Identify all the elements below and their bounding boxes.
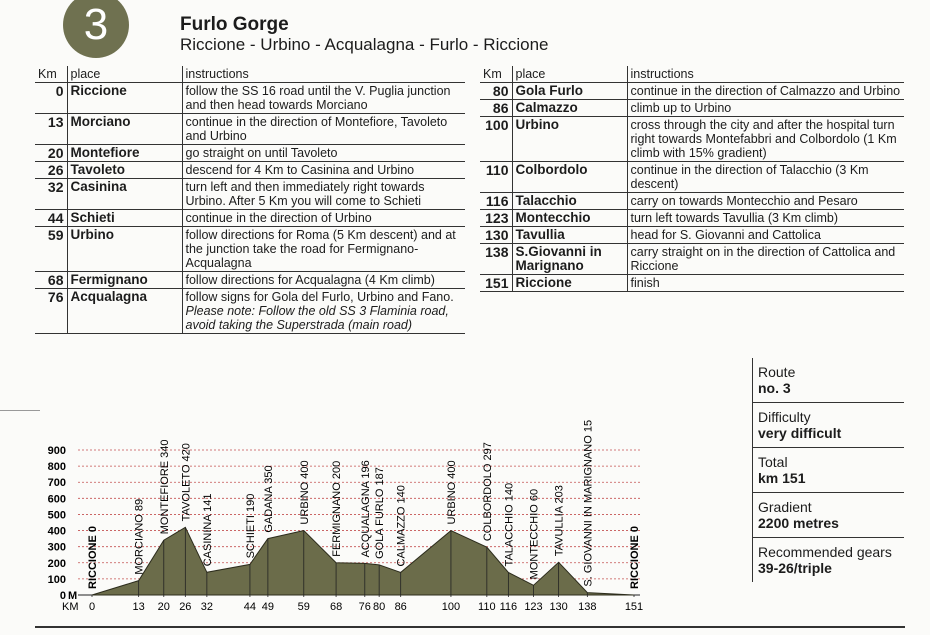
route-info	[752, 358, 904, 403]
waypoint-label: COLBORDOLO 297	[481, 442, 494, 542]
row-instructions-text: turn left towards Tavullia (3 Km climb)	[630, 211, 838, 225]
x-tick-label: 151	[624, 601, 644, 613]
y-tick-label: 700	[47, 477, 66, 490]
waypoint-label: RICCIONE 0	[87, 526, 99, 589]
total-value: km 151	[758, 470, 806, 486]
waypoint-label: GOLA FURLO 187	[374, 467, 387, 559]
km-header: Km	[480, 66, 512, 83]
row-place: Colbordolo	[512, 162, 627, 193]
row-place: Tavoleto	[67, 162, 182, 179]
route-row	[35, 227, 465, 272]
route-row	[480, 83, 904, 100]
row-place: Montecchio	[512, 210, 627, 227]
x-tick-label: 110	[478, 601, 496, 613]
y-tick-label: 400	[47, 525, 66, 538]
x-tick-label: 76	[358, 601, 371, 613]
row-instructions	[182, 210, 465, 227]
x-tick-label: 86	[394, 601, 407, 613]
y-tick-label: 600	[47, 493, 66, 506]
waypoint-label: CASININA 141	[201, 493, 214, 567]
row-instructions	[182, 272, 465, 289]
waypoint-label: RICCIONE 0	[629, 526, 641, 589]
row-place: Urbino	[67, 227, 182, 272]
row-km: 130	[480, 227, 512, 244]
row-km: 20	[35, 145, 67, 162]
row-instructions	[182, 179, 465, 210]
route-row	[480, 275, 904, 292]
x-tick-label: 49	[261, 601, 275, 613]
difficulty-label: Difficulty	[758, 409, 811, 425]
row-km: 32	[35, 179, 67, 210]
row-km: 76	[35, 289, 67, 334]
row-instructions	[627, 117, 904, 162]
row-instructions-text: carry on towards Montecchio and Pesaro	[630, 194, 858, 208]
waypoint-label: MONTEFIORE 340	[158, 439, 171, 535]
route-summary	[752, 358, 904, 582]
row-instructions-text: cross through the city and after the hospital turn right towards Montefabbri and Colbordolo (1 Km climb with 15% gradient)	[630, 118, 897, 160]
route-row	[480, 227, 904, 244]
row-km: 68	[35, 272, 67, 289]
waypoint-label: GADANA 350	[262, 465, 275, 533]
difficulty-info	[752, 403, 904, 448]
elevation-profile-chart	[0, 380, 750, 620]
y-tick-label: 100	[47, 573, 66, 586]
waypoint-label: FERMIGNANO 200	[331, 460, 344, 557]
route-row	[480, 100, 904, 117]
row-place: Talacchio	[512, 193, 627, 210]
x-tick-label: 116	[499, 601, 518, 613]
route-row	[35, 145, 465, 162]
row-instructions	[627, 210, 904, 227]
row-place: Calmazzo	[512, 100, 627, 117]
y-tick-label: 300	[47, 541, 66, 554]
row-km: 80	[480, 83, 512, 100]
row-instructions	[627, 162, 904, 193]
gradient-info	[752, 493, 904, 538]
bottom-rule	[35, 626, 905, 628]
row-place: Tavullia	[512, 227, 627, 244]
route-row	[480, 117, 904, 162]
row-instructions-text: turn left and then immediately right towards Urbino. After 5 Km you will come to Schieti	[185, 180, 425, 208]
gradient-value: 2200 metres	[758, 515, 839, 531]
row-place: Fermignano	[67, 272, 182, 289]
row-instructions-text: continue in the direction of Montefiore, Tavoleto and Urbino	[185, 115, 448, 143]
x-unit-label: KM	[62, 601, 79, 613]
row-instructions	[182, 162, 465, 179]
route-row	[35, 289, 465, 334]
route-row	[35, 272, 465, 289]
row-km: 0	[35, 83, 67, 114]
row-instructions-text: finish	[630, 276, 660, 290]
waypoint-label: SCHIETI 190	[244, 493, 257, 559]
row-instructions-text: descend for 4 Km to Casinina and Urbino	[185, 163, 415, 177]
page-subtitle: Riccione - Urbino - Acqualagna - Furlo - Riccione	[180, 35, 549, 54]
x-tick-label: 26	[179, 601, 192, 613]
x-tick-label: 13	[132, 601, 145, 613]
route-row	[35, 162, 465, 179]
row-km: 13	[35, 114, 67, 145]
row-instructions-text: head for S. Giovanni and Cattolica	[630, 228, 821, 242]
row-place: Urbino	[512, 117, 627, 162]
row-place: Schieti	[67, 210, 182, 227]
row-place: Riccione	[512, 275, 627, 292]
row-place: Casinina	[67, 179, 182, 210]
row-instructions	[627, 193, 904, 210]
route-table-right	[480, 66, 904, 292]
x-tick-label: 123	[524, 601, 543, 613]
route-row	[35, 179, 465, 210]
row-instructions-text: go straight on until Tavoleto	[185, 146, 338, 160]
x-tick-label: 20	[157, 601, 170, 613]
gradient-label: Gradient	[758, 499, 812, 515]
y-tick-label: 200	[47, 557, 66, 570]
row-place: Gola Furlo	[512, 83, 627, 100]
row-km: 110	[480, 162, 512, 193]
place-header: place	[67, 66, 182, 83]
row-instructions-text: continue in the direction of Talacchio (3 Km descent)	[630, 163, 869, 191]
row-instructions	[182, 114, 465, 145]
row-km: 116	[480, 193, 512, 210]
row-instructions	[627, 100, 904, 117]
x-tick-label: 59	[297, 601, 310, 613]
waypoint-label: TALACCHIO 140	[503, 482, 516, 567]
row-instructions-text: follow the SS 16 road until the V. Puglia junction and then head towards Morciano	[185, 84, 451, 112]
route-row	[480, 210, 904, 227]
row-instructions-text: continue in the direction of Urbino	[185, 211, 372, 225]
row-instructions-text: climb up to Urbino	[630, 101, 732, 115]
route-row	[480, 162, 904, 193]
row-place: Riccione	[67, 83, 182, 114]
x-tick-label: 100	[441, 601, 461, 613]
x-tick-label: 80	[373, 601, 386, 613]
x-tick-label: 138	[578, 601, 597, 613]
row-instructions	[627, 244, 904, 275]
row-km: 44	[35, 210, 67, 227]
km-header: Km	[35, 66, 67, 83]
gears-info	[752, 538, 904, 582]
x-tick-label: 68	[329, 601, 343, 613]
total-info	[752, 448, 904, 493]
y-tick-label: 0	[59, 590, 66, 602]
gears-value: 39-26/triple	[758, 560, 832, 576]
row-instructions	[627, 275, 904, 292]
instructions-header: instructions	[182, 66, 465, 83]
route-row	[35, 114, 465, 145]
row-place: Montefiore	[67, 145, 182, 162]
row-instructions	[627, 227, 904, 244]
route-row	[35, 210, 465, 227]
row-km: 151	[480, 275, 512, 292]
row-place: S.Giovanni in Marignano	[512, 244, 627, 275]
y-tick-label: 800	[47, 461, 66, 474]
waypoint-label: ACQUALAGNA 196	[359, 460, 372, 558]
row-km: 26	[35, 162, 67, 179]
row-instructions-text: follow directions for Roma (5 Km descent) and at the junction take the road for Fermignano-Acqualagna	[185, 228, 456, 270]
route-row	[480, 193, 904, 210]
y-tick-label: 900	[47, 445, 66, 457]
route-row	[35, 83, 465, 114]
page-title: Furlo Gorge	[180, 14, 289, 35]
row-place: Acqualagna	[67, 289, 182, 334]
row-instructions	[182, 145, 465, 162]
row-instructions	[182, 289, 465, 334]
row-instructions-text: follow signs for Gola del Furlo, Urbino and Fano.	[185, 290, 454, 304]
instructions-header: instructions	[627, 66, 904, 83]
row-instructions	[182, 227, 465, 272]
row-km: 138	[480, 244, 512, 275]
row-instructions-text: carry straight on in the direction of Cattolica and Riccione	[630, 245, 896, 273]
x-tick-label: 44	[243, 601, 257, 613]
waypoint-label: URBINO 400	[298, 460, 311, 525]
route-table-left	[35, 66, 465, 334]
waypoint-label: TAVULLIA 203	[553, 485, 566, 557]
row-instructions-text: continue in the direction of Calmazzo and Urbino	[630, 84, 901, 98]
x-tick-label: 0	[88, 601, 96, 613]
place-header: place	[512, 66, 627, 83]
x-tick-label: 32	[200, 601, 213, 613]
waypoint-label: TAVOLETO 420	[180, 443, 193, 522]
row-km: 123	[480, 210, 512, 227]
route-number-badge: 3	[63, 0, 129, 58]
row-instructions-text: follow directions for Acqualagna (4 Km climb)	[185, 273, 435, 287]
row-instructions	[627, 83, 904, 100]
x-tick-label: 130	[549, 601, 568, 613]
route-row	[480, 244, 904, 275]
row-km: 86	[480, 100, 512, 117]
waypoint-label: MONTECCHIO 60	[528, 488, 541, 580]
difficulty-value: very difficult	[758, 425, 842, 441]
route-value: no. 3	[758, 380, 791, 396]
waypoint-label: URBINO 400	[445, 460, 458, 525]
waypoint-label: CALMAZZO 140	[395, 485, 408, 567]
row-instructions	[182, 83, 465, 114]
route-label: Route	[758, 364, 796, 380]
row-note: Please note: Follow the old SS 3 Flaminia road, avoid taking the Superstrada (main road)	[185, 304, 449, 332]
row-km: 100	[480, 117, 512, 162]
row-place: Morciano	[67, 114, 182, 145]
y-unit-label: M	[68, 590, 78, 602]
waypoint-label: MORCIANO 89	[133, 498, 146, 575]
total-label: Total	[758, 454, 788, 470]
y-tick-label: 500	[47, 509, 66, 522]
row-km: 59	[35, 227, 67, 272]
waypoint-label: S. GIOVANNI IN MARIGNANO 15	[582, 419, 595, 587]
gears-label: Recommended gears	[758, 544, 892, 560]
